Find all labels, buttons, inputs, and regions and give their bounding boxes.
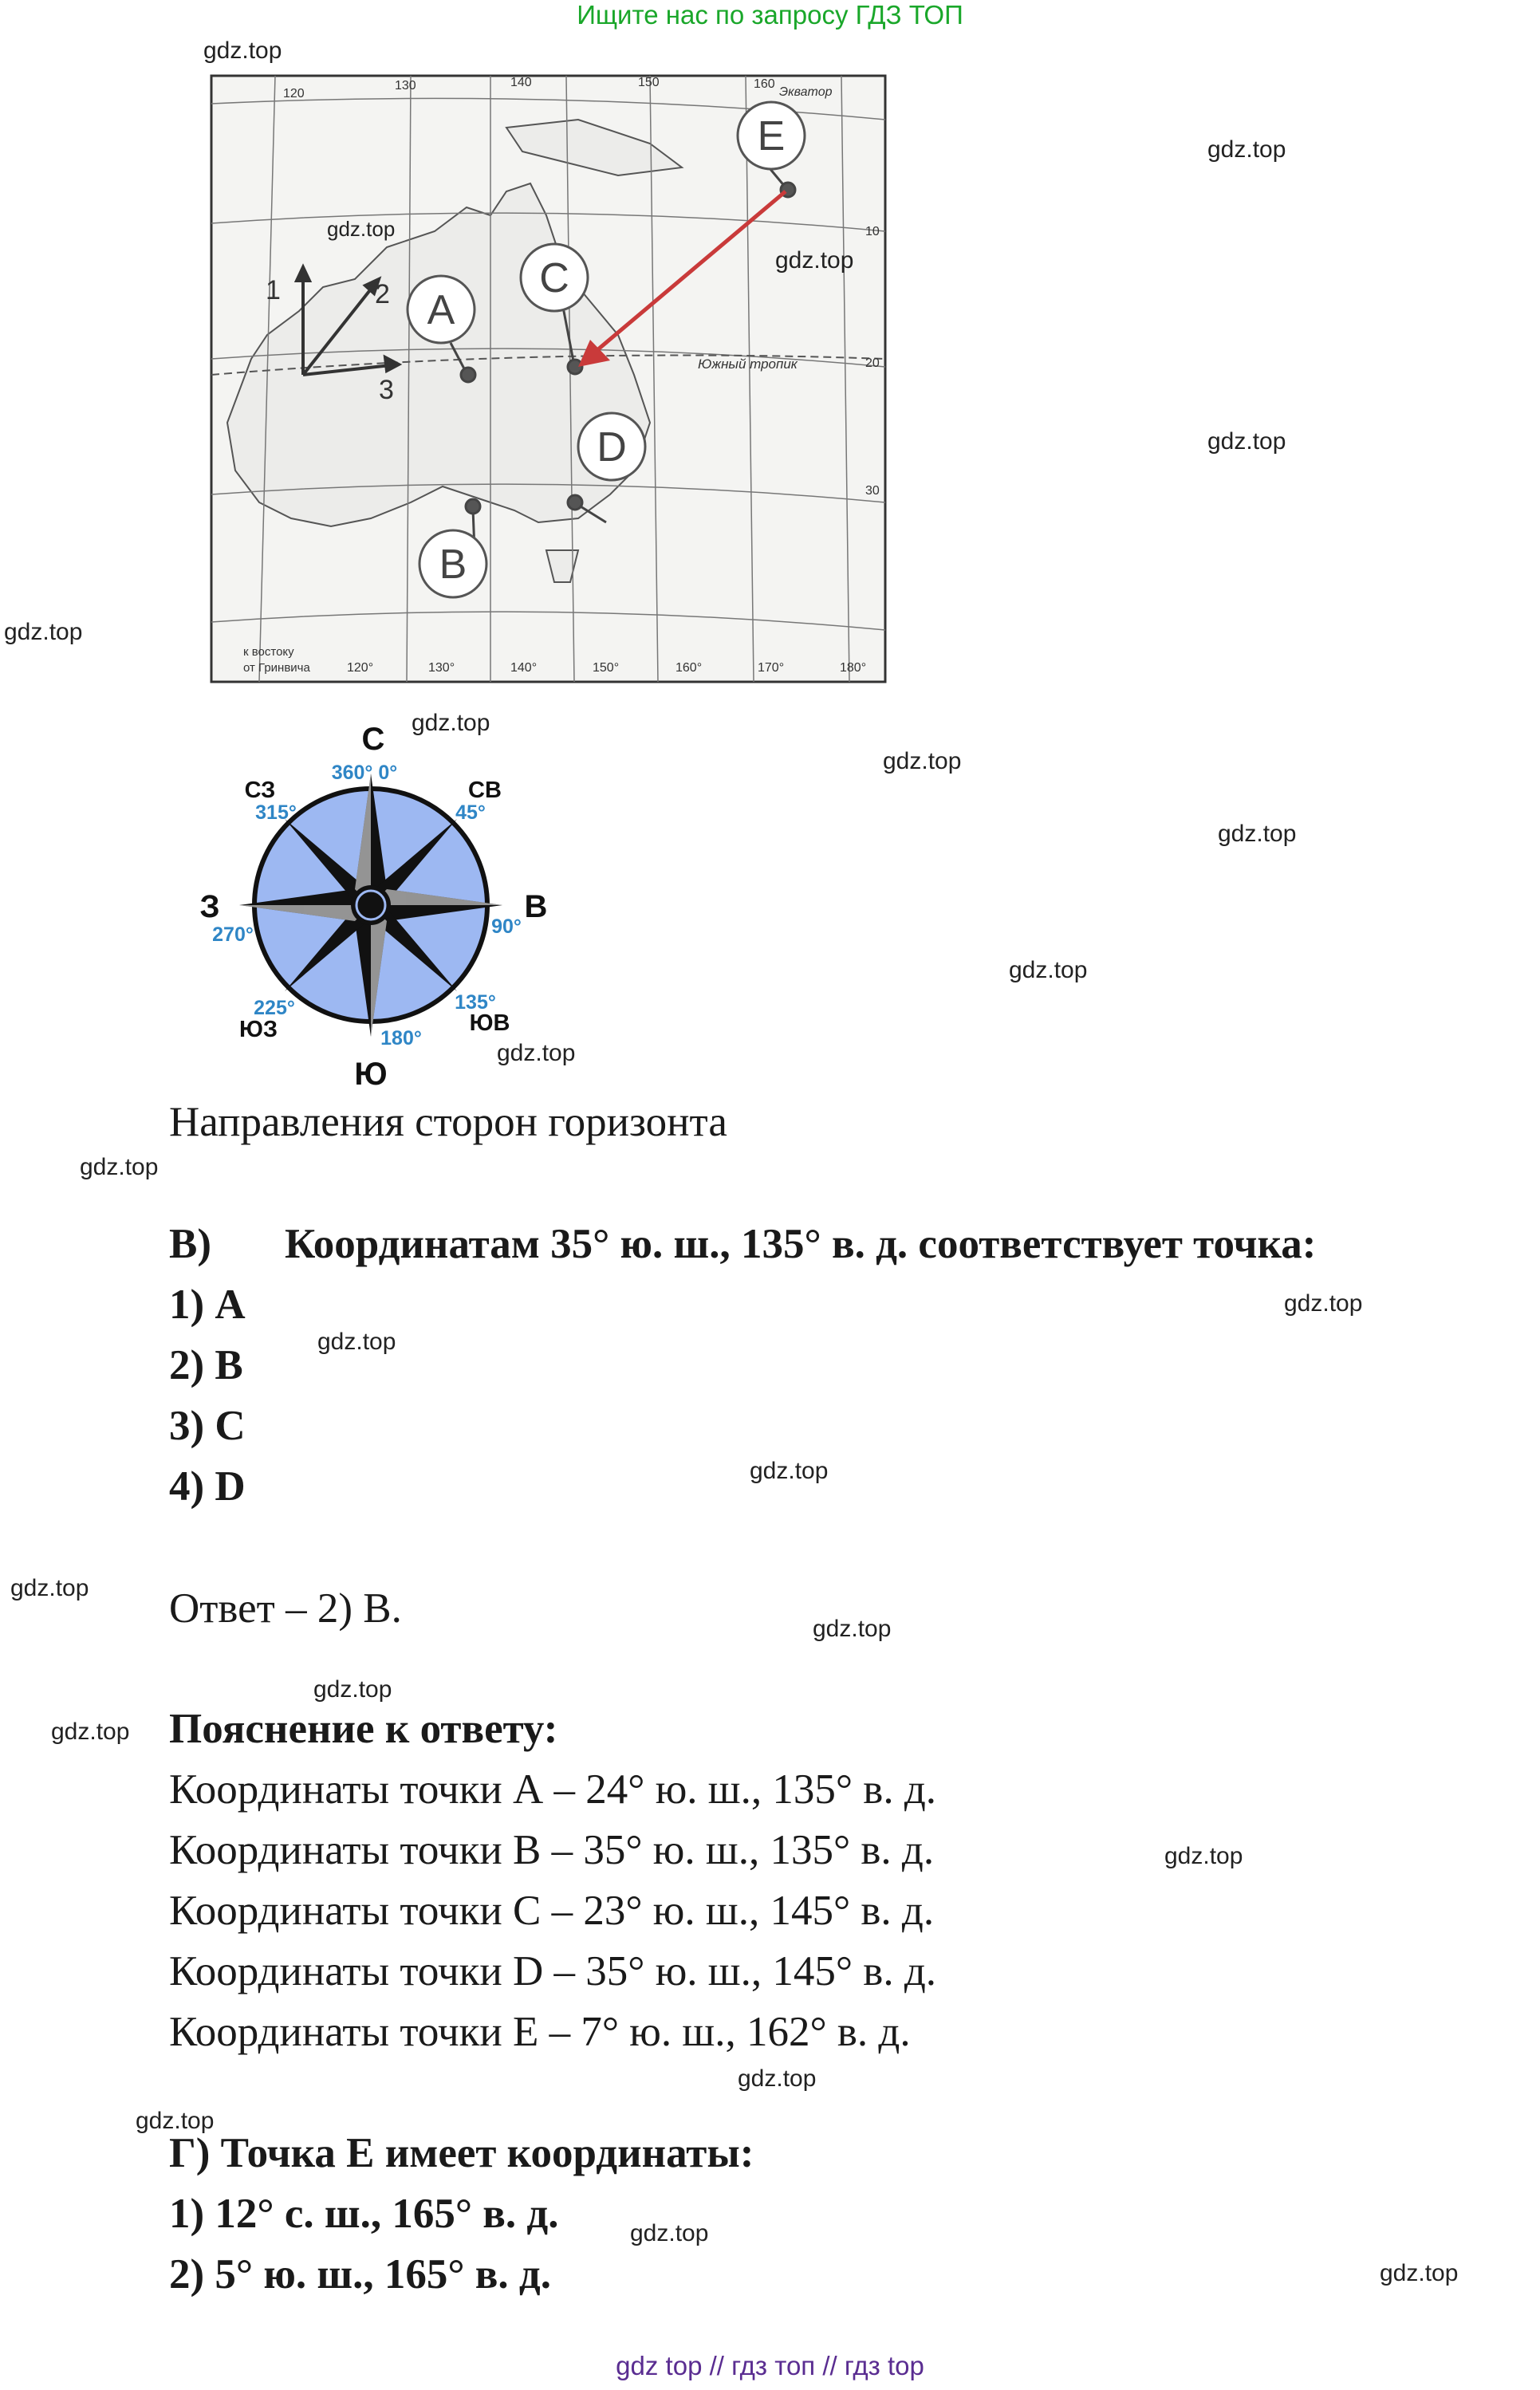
watermark[interactable]: gdz.top [4,619,83,645]
watermark[interactable]: gdz.top [775,247,854,274]
point-a-label: A [427,287,455,333]
watermark[interactable]: gdz.top [203,37,282,64]
point-c-label: C [539,255,569,301]
compass-deg-e: 90° [491,915,522,938]
lat-30: 30 [865,484,880,498]
watermark[interactable]: gdz.top [1218,821,1297,847]
lon-bottom-160: 160° [675,661,703,675]
explanation-line: Координаты точки А – 24° ю. ш., 135° в. д. [169,1766,937,1813]
watermark[interactable]: gdz.top [750,1458,829,1484]
lon-bottom-120: 120° [347,661,374,675]
watermark[interactable]: gdz.top [327,217,396,241]
explanation-line: Координаты точки D – 35° ю. ш., 145° в. д. [169,1948,937,1994]
watermark[interactable]: gdz.top [1207,136,1286,163]
answer: Ответ – 2) В. [169,1585,402,1632]
compass-s: Ю [354,1057,388,1092]
compass-deg-n: 360° 0° [331,762,398,784]
question-v-option-4: 4) D [169,1463,246,1510]
lon-top-130: 130 [395,79,416,93]
question-v-option-1: 1) А [169,1282,246,1328]
question-g-option-2: 2) 5° ю. ш., 165° в. д. [169,2251,551,2297]
watermark[interactable]: gdz.top [1164,1843,1243,1869]
lon-bottom-180: 180° [840,661,867,675]
tropic-label: Южный тропик [698,356,798,372]
compass-sw: ЮЗ [238,1017,278,1042]
watermark[interactable]: gdz.top [1380,2260,1459,2286]
question-g-text: Г) Точка Е имеет координаты: [169,2130,754,2176]
question-v-option-2: 2) В [169,1342,243,1388]
bottom-banner[interactable]: gdz top // гдз топ // гдз top [616,2351,924,2380]
lon-top-150: 150 [638,76,660,89]
watermark[interactable]: gdz.top [10,1575,89,1601]
question-v-option-3: 3) С [169,1403,246,1449]
watermark[interactable]: gdz.top [1284,1290,1363,1317]
australia-map [203,72,897,690]
compass-caption: Направления сторон горизонта [169,1099,727,1145]
watermark[interactable]: gdz.top [1009,957,1088,983]
watermark[interactable]: gdz.top [813,1616,892,1642]
explanation-line: Координаты точки В – 35° ю. ш., 135° в. д. [169,1827,935,1873]
lon-bottom-140: 140° [510,661,538,675]
arrow-label-1: 1 [266,275,281,305]
watermark[interactable]: gdz.top [313,1676,392,1703]
question-v-text: Координатам 35° ю. ш., 135° в. д. соответствует точка: [285,1221,1317,1267]
compass-nw: СЗ [244,778,276,803]
point-d-label: D [597,424,627,471]
explanation-line: Координаты точки С – 23° ю. ш., 145° в. д. [169,1888,935,1934]
watermark[interactable]: gdz.top [412,710,490,736]
point-b-label: B [439,541,467,588]
watermark[interactable]: gdz.top [497,1040,576,1066]
lon-top-120: 120 [283,87,305,100]
compass-deg-se: 135° [455,991,496,1014]
watermark[interactable]: gdz.top [738,2065,817,2092]
watermark[interactable]: gdz.top [1207,428,1286,455]
compass-deg-ne: 45° [455,801,486,824]
compass-deg-s: 180° [380,1027,422,1049]
compass-ne: СВ [468,778,502,803]
watermark[interactable]: gdz.top [80,1154,159,1180]
point-e-label: E [757,113,786,159]
explanation-title: Пояснение к ответу: [169,1706,558,1752]
lon-bottom-130: 130° [428,661,455,675]
lon-top-140: 140 [510,76,532,89]
lon-bottom-170: 170° [758,661,785,675]
question-g-option-1: 1) 12° с. ш., 165° в. д. [169,2191,559,2237]
compass-w: З [199,889,220,924]
compass-deg-w: 270° [212,923,254,946]
watermark[interactable]: gdz.top [317,1329,396,1355]
east-label-1: к востоку [243,645,294,659]
question-v-label: В) [169,1221,211,1267]
top-banner[interactable]: Ищите нас по запросу ГДЗ ТОП [577,0,963,30]
compass-se: ЮВ [469,1010,510,1036]
compass-rose [183,718,582,1093]
watermark[interactable]: gdz.top [630,2220,709,2246]
lon-top-160: 160 [754,77,775,91]
equator-label: Экватор [779,85,833,99]
watermark[interactable]: gdz.top [883,748,962,774]
watermark[interactable]: gdz.top [136,2108,215,2134]
compass-n: С [361,722,385,757]
lat-20: 20 [865,356,880,370]
compass-deg-nw: 315° [255,801,297,824]
compass-deg-sw: 225° [254,997,295,1019]
east-label-2: от Гринвича [243,661,310,675]
explanation-line: Координаты точки Е – 7° ю. ш., 162° в. д. [169,2009,911,2055]
arrow-label-3: 3 [379,375,394,405]
compass-e: В [524,889,548,924]
lat-10: 10 [865,225,880,238]
lon-bottom-150: 150° [593,661,620,675]
arrow-label-2: 2 [375,279,390,309]
watermark[interactable]: gdz.top [51,1719,130,1745]
